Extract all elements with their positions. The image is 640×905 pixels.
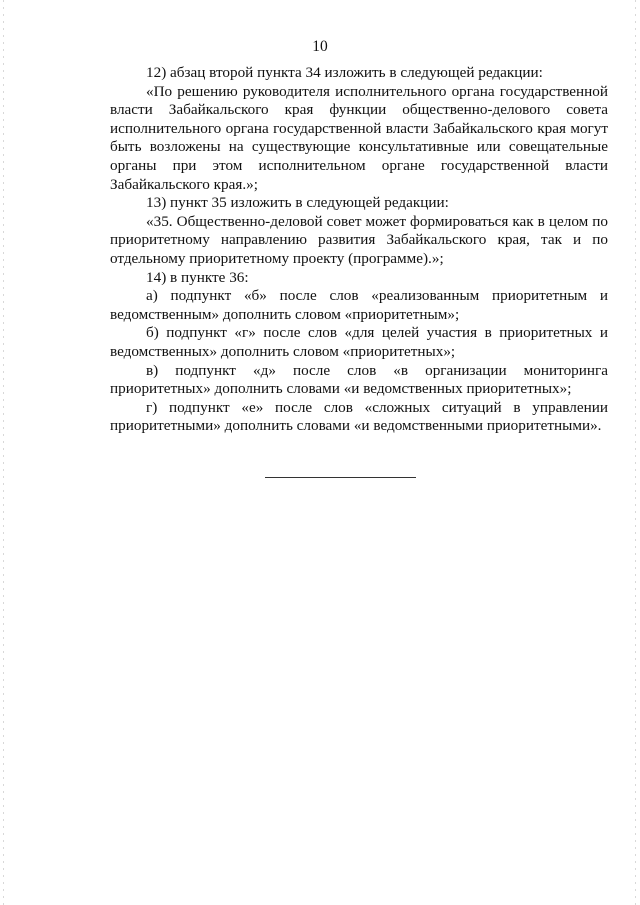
paragraph-12-quote: «По решению руководителя исполнительного органа государственной власти Забайкальского края функции общественно-делового совета исполнительного органа государственной власти Забайкальского края могут быть возложены на существующие консультативные или совещательные органы при этом исполнительном органе государственной власти Забайкальского края.»; [110, 82, 608, 193]
paragraph-13-heading: 13) пункт 35 изложить в следующей редакции: [146, 194, 449, 212]
document-body [110, 64, 608, 436]
scan-edge-left [3, 0, 4, 905]
paragraph-14-heading: 14) в пункте 36: [146, 268, 249, 286]
scan-edge-right [635, 0, 636, 905]
end-divider-line [265, 477, 416, 478]
subparagraph-a: а) подпункт «б» после слов «реализованным приоритетным и ведомственным» дополнить словом «приоритетным»; [110, 287, 608, 323]
page-number: 10 [312, 38, 328, 55]
paragraph-13-quote: «35. Общественно-деловой совет может формироваться как в целом по приоритетному направлению развития Забайкальского края, так и по отдельному приоритетному проекту (программе).»; [110, 212, 608, 267]
paragraph-12-heading: 12) абзац второй пункта 34 изложить в следующей редакции: [146, 64, 543, 81]
subparagraph-v: в) подпункт «д» после слов «в организации мониторинга приоритетных» дополнить словами «и ведомственных приоритетных»; [110, 361, 608, 398]
subparagraph-g: г) подпункт «е» после слов «сложных ситуаций в управлении приоритетными» дополнить словами «и ведомственными приоритетными». [110, 398, 608, 435]
subparagraph-b: б) подпункт «г» после слов «для целей участия в приоритетных и ведомственных» дополнить словом «приоритетных»; [110, 324, 608, 360]
